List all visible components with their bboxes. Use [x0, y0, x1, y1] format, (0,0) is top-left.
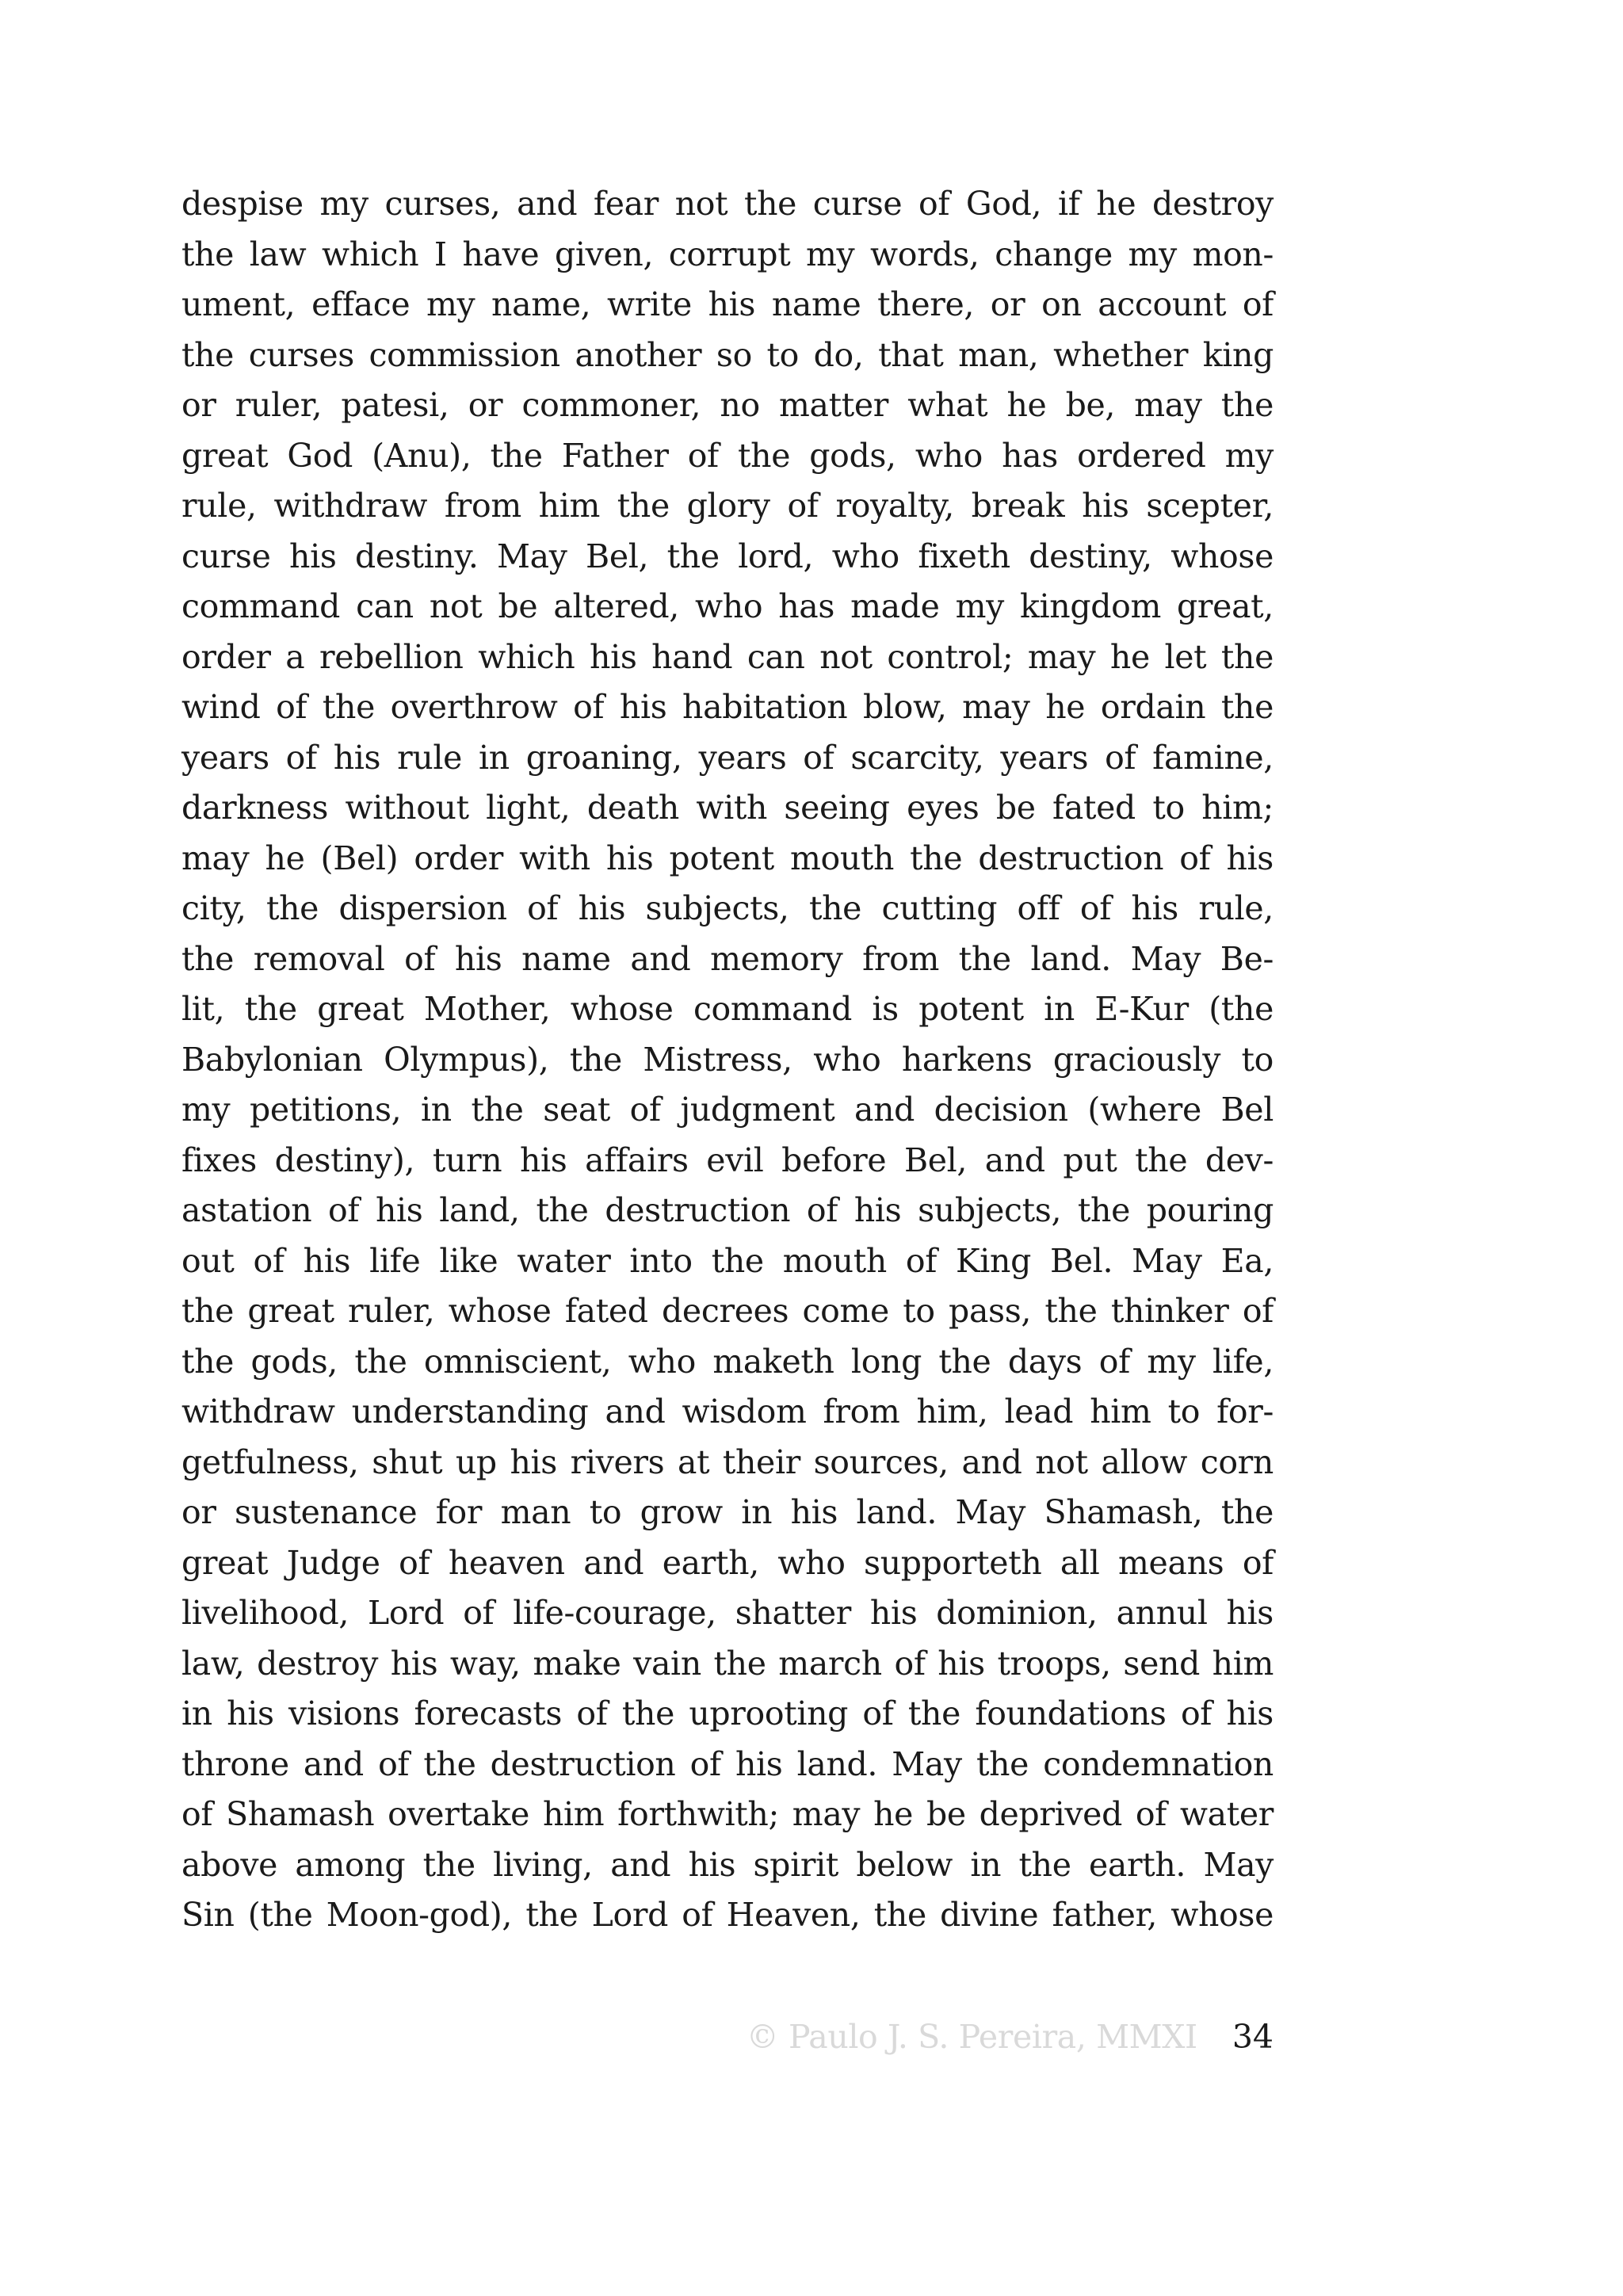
text-line: out of his life like water into the mouth of King Bel. May Ea,: [181, 1241, 1274, 1280]
text-line: in his visions forecasts of the uprooting of the foundations of his: [181, 1694, 1274, 1733]
text-line: despise my curses, and fear not the curse of God, if he destroy: [181, 185, 1274, 223]
text-line: great God (Anu), the Father of the gods, who has ordered my: [181, 436, 1274, 475]
text-line: livelihood, Lord of life-courage, shatter his dominion, annul his: [181, 1594, 1274, 1632]
copyright-notice: © Paulo J. S. Pereira, MMXI: [746, 2018, 1197, 2056]
text-line: Babylonian Olympus), the Mistress, who harkens graciously to: [181, 1040, 1274, 1079]
text-line: or sustenance for man to grow in his land. May Shamash, the: [181, 1493, 1274, 1531]
text-line: order a rebellion which his hand can not control; may he let the: [181, 637, 1274, 676]
text-line: the gods, the omniscient, who maketh long the days of my life,: [181, 1342, 1274, 1381]
text-line: fixes destiny), turn his affairs evil before Bel, and put the dev-: [181, 1140, 1274, 1179]
text-line: rule, withdraw from him the glory of royalty, break his scepter,: [181, 487, 1274, 525]
text-line: of Shamash overtake him forthwith; may he be deprived of water: [181, 1795, 1274, 1833]
text-line: wind of the overthrow of his habitation blow, may he ordain the: [181, 688, 1274, 726]
text-line: may he (Bel) order with his potent mouth the destruction of his: [181, 839, 1274, 877]
page-number: 34: [1232, 2018, 1274, 2056]
text-line: my petitions, in the seat of judgment and decision (where Bel: [181, 1091, 1274, 1129]
text-line: curse his destiny. May Bel, the lord, who fixeth destiny, whose: [181, 537, 1274, 575]
text-line: above among the living, and his spirit below in the earth. May: [181, 1845, 1274, 1884]
text-line: great Judge of heaven and earth, who supporteth all means of: [181, 1543, 1274, 1582]
text-line: the curses commission another so to do, that man, whether king: [181, 335, 1274, 374]
text-line: the law which I have given, corrupt my words, change my mon-: [181, 235, 1274, 273]
text-line: darkness without light, death with seeing eyes be fated to him;: [181, 789, 1274, 827]
text-line: city, the dispersion of his subjects, the cutting off of his rule,: [181, 889, 1274, 927]
text-line: ument, efface my name, write his name there, or on account of: [181, 285, 1274, 323]
body-text: [181, 179, 1274, 1941]
text-line: the removal of his name and memory from the land. May Be-: [181, 939, 1274, 978]
text-line: command can not be altered, who has made my kingdom great,: [181, 587, 1274, 625]
text-line: astation of his land, the destruction of his subjects, the pouring: [181, 1191, 1274, 1229]
text-line: or ruler, patesi, or commoner, no matter what he be, may the: [181, 386, 1274, 424]
page-footer: [685, 2013, 1274, 2061]
text-line: getfulness, shut up his rivers at their sources, and not allow corn: [181, 1442, 1274, 1481]
text-line: throne and of the destruction of his land. May the condemnation: [181, 1744, 1274, 1783]
text-line: lit, the great Mother, whose command is potent in E-Kur (the: [181, 990, 1274, 1028]
text-line: law, destroy his way, make vain the march of his troops, send him: [181, 1644, 1274, 1683]
text-line: withdraw understanding and wisdom from him, lead him to for-: [181, 1392, 1274, 1431]
text-line: the great ruler, whose fated decrees come to pass, the thinker of: [181, 1292, 1274, 1330]
text-line: Sin (the Moon-god), the Lord of Heaven, the divine father, whose: [181, 1896, 1274, 1934]
text-line: years of his rule in groaning, years of scarcity, years of famine,: [181, 738, 1274, 777]
